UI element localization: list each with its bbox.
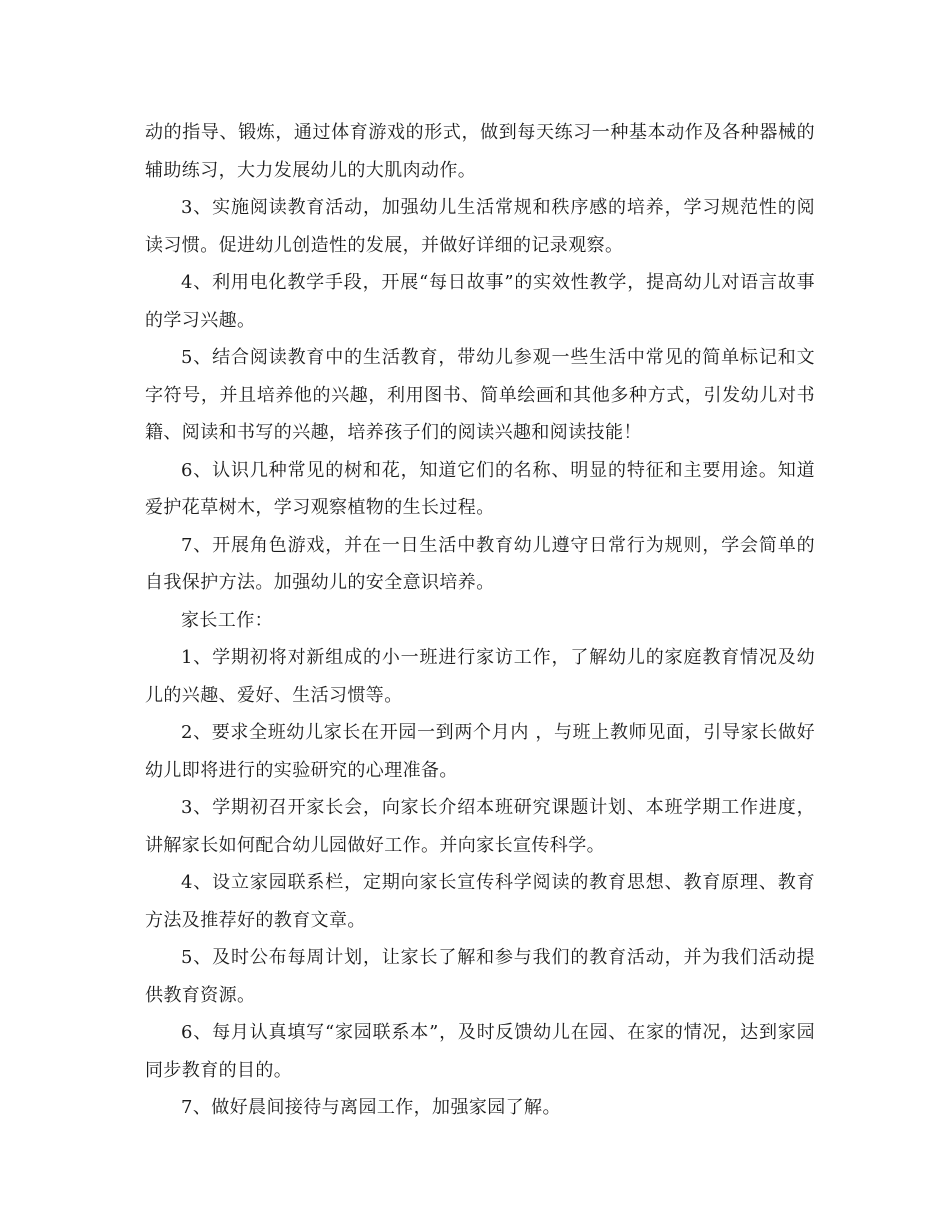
paragraph-parent-item-4: 4、设立家园联系栏，定期向家长宣传科学阅读的教育思想、教育原理、教育方法及推荐好的教育文章。 (145, 872, 815, 931)
paragraph-parent-item-5: 5、及时公布每周计划，让家长了解和参与我们的教育活动，并为我们活动提供教育资源。 (145, 947, 815, 1006)
paragraph-item-3-reading: 3、实施阅读教育活动，加强幼儿生活常规和秩序感的培养，学习规范性的阅读习惯。促进幼儿创造性的发展，并做好详细的记录观察。 (145, 197, 815, 256)
paragraph-parent-item-2: 2、要求全班幼儿家长在开园一到两个月内 ，与班上教师见面，引导家长做好幼儿即将进行的实验研究的心理准备。 (145, 722, 815, 781)
paragraph-item-7-role-play: 7、开展角色游戏，并在一日生活中教育幼儿遵守日常行为规则，学会简单的自我保护方法。加强幼儿的安全意识培养。 (145, 534, 815, 593)
paragraph-parent-item-3: 3、学期初召开家长会，向家长介绍本班研究课题计划、本班学期工作进度，讲解家长如何配合幼儿园做好工作。并向家长宣传科学。 (145, 797, 815, 856)
paragraph-continued: 动的指导、锻炼，通过体育游戏的形式，做到每天练习一种基本动作及各种器械的辅助练习，大力发展幼儿的大肌肉动作。 (145, 122, 815, 181)
section-heading-parent-work: 家长工作： (181, 609, 273, 631)
paragraph-parent-item-1: 1、学期初将对新组成的小一班进行家访工作，了解幼儿的家庭教育情况及幼儿的兴趣、爱好、生活习惯等。 (145, 647, 815, 706)
paragraph-item-4-stories: 4、利用电化教学手段，开展“每日故事”的实效性教学，提高幼儿对语言故事的学习兴趣。 (145, 272, 815, 331)
paragraph-item-6-plants: 6、认识几种常见的树和花，知道它们的名称、明显的特征和主要用途。知道爱护花草树木，学习观察植物的生长过程。 (145, 459, 815, 518)
paragraph-item-5-life-education: 5、结合阅读教育中的生活教育，带幼儿参观一些生活中常见的简单标记和文字符号，并且培养他的兴趣，利用图书、简单绘画和其他多种方式，引发幼儿对书籍、阅读和书写的兴趣，培养孩子们的阅读兴趣和阅读技能！ (145, 347, 815, 443)
paragraph-parent-item-7: 7、做好晨间接待与离园工作，加强家园了解。 (181, 1097, 561, 1118)
document-body (145, 114, 815, 1127)
paragraph-parent-item-6: 6、每月认真填写“家园联系本”，及时反馈幼儿在园、在家的情况，达到家园同步教育的目的。 (145, 1022, 815, 1081)
